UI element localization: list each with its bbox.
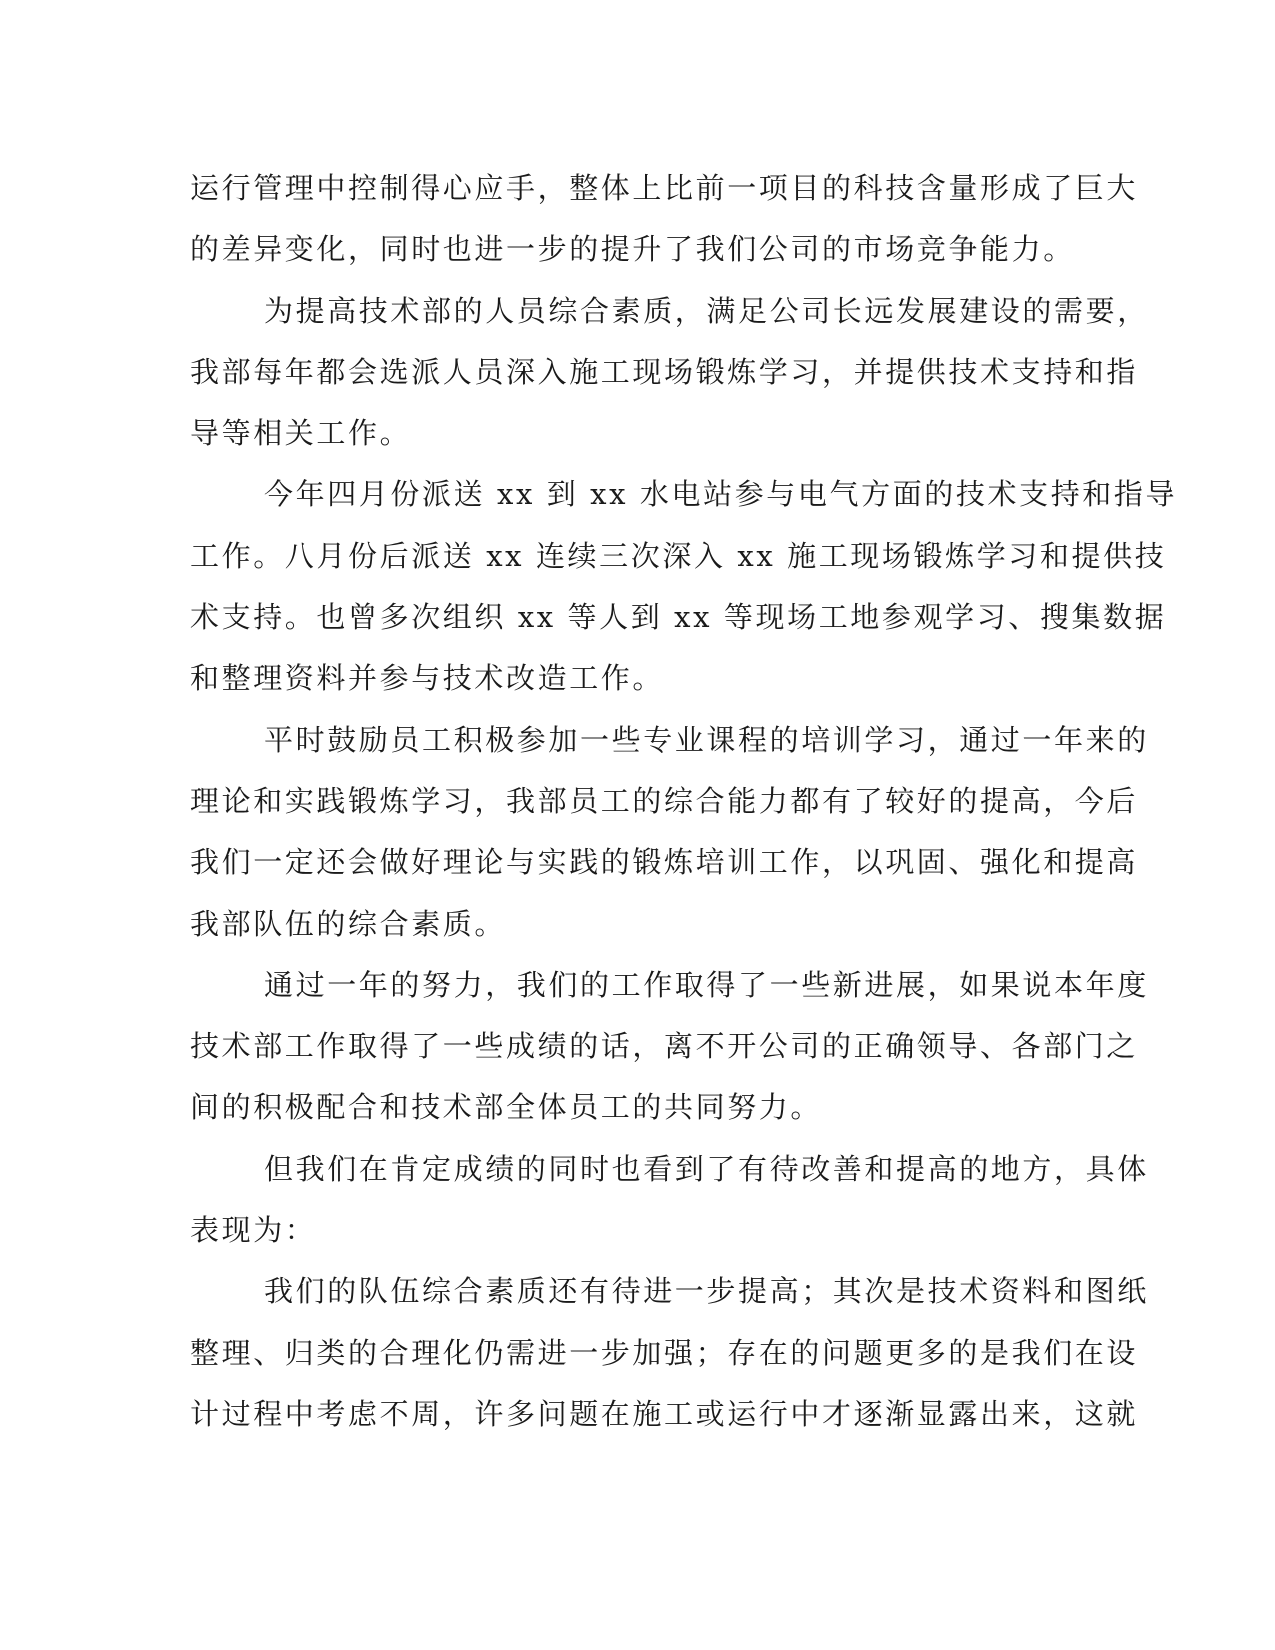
paragraph-first-line: 我们的队伍综合素质还有待进一步提高；其次是技术资料和图纸 [264,1274,1149,1309]
text-line: 间的积极配合和技术部全体员工的共同努力。 [190,1090,823,1125]
text-line: 表现为： [190,1213,317,1248]
text-line: 导等相关工作。 [190,416,412,451]
text-line: 整理、归类的合理化仍需进一步加强；存在的问题更多的是我们在设 [190,1335,1139,1370]
paragraph-first-line: 但我们在肯定成绩的同时也看到了有待改善和提高的地方，具体 [264,1151,1149,1186]
paragraph-first-line: 通过一年的努力，我们的工作取得了一些新进展，如果说本年度 [264,967,1149,1002]
text-line: 我们一定还会做好理论与实践的锻炼培训工作，以巩固、强化和提高 [190,845,1139,880]
text-line: 我部队伍的综合素质。 [190,906,507,941]
text-line: 计过程中考虑不周，许多问题在施工或运行中才逐渐显露出来，这就 [190,1396,1139,1431]
text-line: 技术部工作取得了一些成绩的话，离不开公司的正确领导、各部门之 [190,1029,1139,1064]
paragraph-first-line: 为提高技术部的人员综合素质，满足公司长远发展建设的需要， [264,293,1149,328]
paragraph-first-line: 平时鼓励员工积极参加一些专业课程的培训学习，通过一年来的 [264,722,1149,757]
paragraph-first-line: 今年四月份派送 xx 到 xx 水电站参与电气方面的技术支持和指导 [264,477,1178,512]
document-body [190,158,1178,1445]
text-line: 我部每年都会选派人员深入施工现场锻炼学习，并提供技术支持和指 [190,354,1139,389]
text-line: 运行管理中控制得心应手，整体上比前一项目的科技含量形成了巨大 [190,171,1139,205]
text-line: 理论和实践锻炼学习，我部员工的综合能力都有了较好的提高，今后 [190,783,1139,818]
text-line: 术支持。也曾多次组织 xx 等人到 xx 等现场工地参观学习、搜集数据 [190,600,1167,635]
text-line: 和整理资料并参与技术改造工作。 [190,661,665,696]
text-line: 工作。八月份后派送 xx 连续三次深入 xx 施工现场锻炼学习和提供技 [190,538,1167,573]
text-line: 的差异变化，同时也进一步的提升了我们公司的市场竞争能力。 [190,232,1075,267]
